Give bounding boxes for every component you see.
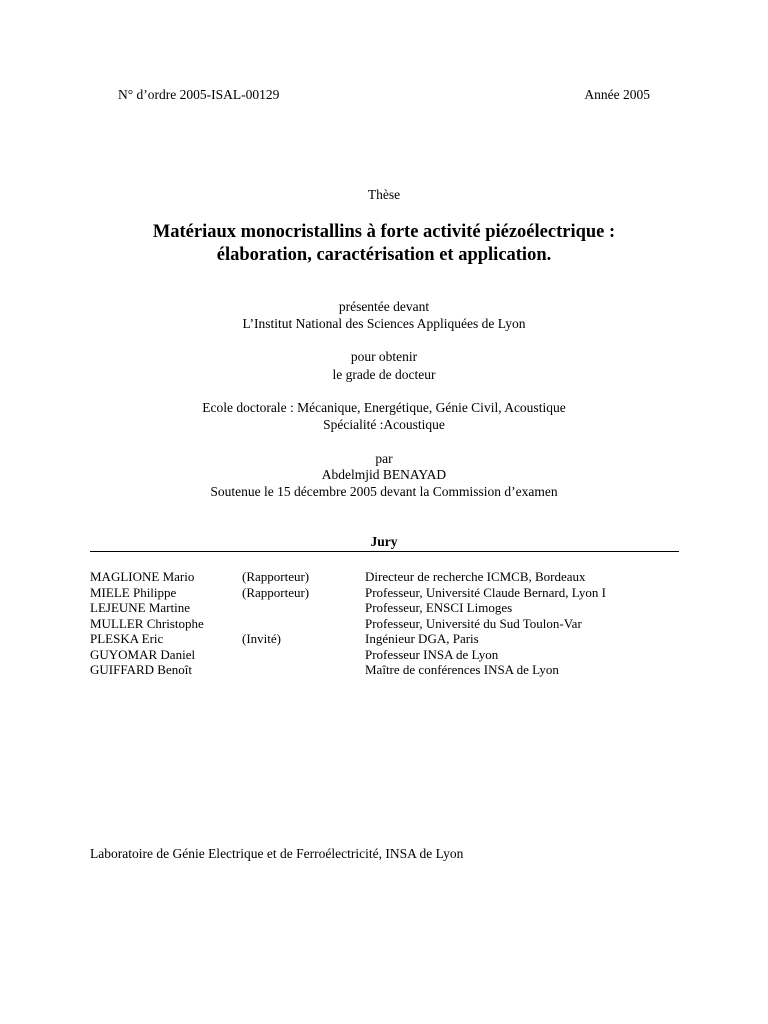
jury-member-function: Professeur, ENSCI Limoges (365, 600, 513, 615)
jury-divider (90, 551, 679, 552)
jury-member-name: GUIFFARD Benoît (90, 662, 192, 677)
jury-member-name: MAGLIONE Mario (90, 569, 195, 584)
year-label: Année 2005 (584, 87, 650, 102)
institution: L’Institut National des Sciences Appliquées de Lyon (242, 316, 526, 331)
jury-member-role: (Rapporteur) (242, 569, 310, 584)
laboratory-name: Laboratoire de Génie Electrique et de Ferroélectricité, INSA de Lyon (90, 846, 464, 861)
jury-member-name: MULLER Christophe (90, 615, 204, 631)
jury-member-role: (Invité) (242, 631, 281, 646)
jury-member-role: (Rapporteur) (242, 584, 310, 600)
document-type: Thèse (367, 187, 401, 202)
defense-date: Soutenue le 15 décembre 2005 devant la Commission d’examen (210, 484, 558, 499)
jury-member-name: MIELE Philippe (90, 584, 177, 600)
jury-heading: Jury (370, 534, 398, 549)
by-label: par (375, 451, 393, 466)
jury-member-function: Directeur de recherche ICMCB, Bordeaux (365, 569, 586, 584)
jury-member-name: LEJEUNE Martine (90, 600, 191, 615)
jury-member-name: GUYOMAR Daniel (90, 646, 196, 662)
thesis-title-line-2: élaboration, caractérisation et application. (216, 245, 552, 265)
to-obtain: pour obtenir (350, 349, 418, 364)
specialty: Spécialité :Acoustique (323, 417, 445, 432)
presented-before: présentée devant (338, 299, 430, 314)
jury-member-function: Professeur INSA de Lyon (365, 646, 499, 662)
jury-member-function: Maître de conférences INSA de Lyon (365, 662, 559, 677)
jury-member-name: PLESKA Eric (90, 631, 164, 646)
jury-member-function: Professeur, Université du Sud Toulon-Var (365, 615, 582, 631)
thesis-title-line-1: Matériaux monocristallins à forte activité piézoélectrique : (152, 222, 616, 242)
author-name: Abdelmjid BENAYAD (321, 467, 447, 482)
jury-member-function: Professeur, Université Claude Bernard, Lyon I (365, 584, 607, 600)
order-number: N° d’ordre 2005-ISAL-00129 (118, 87, 280, 102)
degree: le grade de docteur (332, 367, 436, 382)
doctoral-school: Ecole doctorale : Mécanique, Energétique, Génie Civil, Acoustique (202, 400, 566, 415)
jury-member-function: Ingénieur DGA, Paris (365, 631, 479, 646)
